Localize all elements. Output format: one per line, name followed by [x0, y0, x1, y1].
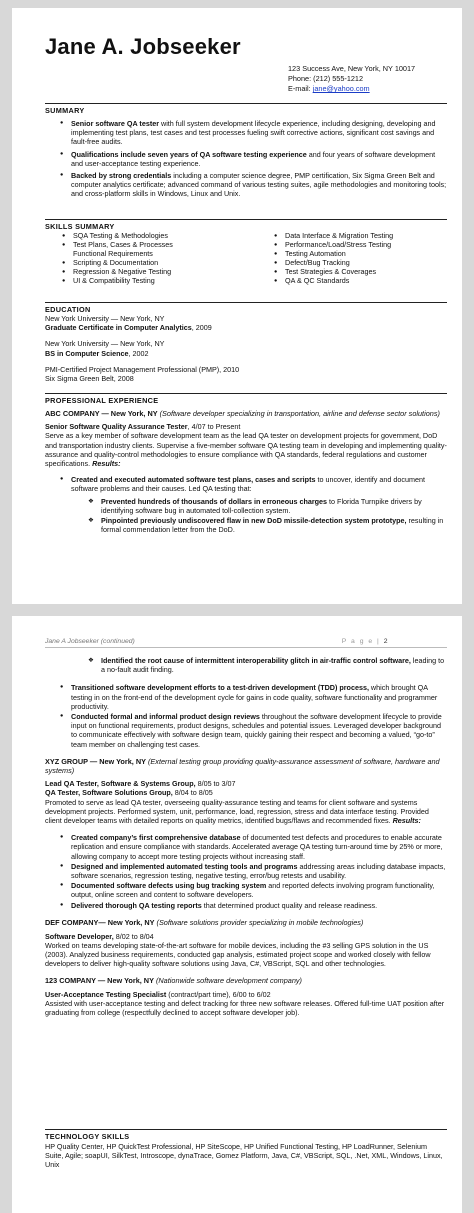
skill-item: ● Test Plans, Cases & Processes: [73, 241, 235, 250]
job-description: Assisted with user-acceptance testing and defect tracking for three new software releases. Offered full-time UAT position after graduating from college (respectfully declined to accept software developer job).: [45, 998, 445, 1018]
degree: BS in Computer Science, 2002: [45, 348, 149, 358]
achievement-item: ● Delivered thorough QA testing reports that determined product quality and release readiness.: [71, 901, 447, 910]
skills-section: [45, 219, 447, 285]
achievement-item: ● Transitioned software development efforts to a test-driven development (TDD) process, which brought QA testing in on the front-end of the development cycle for gains in code quality, software functionality and programmer productivity.: [71, 683, 447, 711]
education-heading: EDUCATION: [45, 305, 91, 314]
experience-heading: PROFESSIONAL EXPERIENCE: [45, 396, 159, 405]
company-xyz: XYZ GROUP — New York, NY (External testing group providing quality-assurance assessment of software, hardware and systems): [45, 756, 440, 776]
achievement-item: ● Created and executed automated software test plans, cases and scripts to uncover, identify and document software problems and their causes. Led QA testing that:: [71, 475, 447, 493]
skill-item: ● Data Interface & Migration Testing: [285, 232, 447, 241]
achievement-item: ● Conducted formal and informal product design reviews throughout the software development lifecycle to provide input on functional requirements, product designs, schedules and potential issues. Leveraged developer background to communicate effectively with software design team, quickly gaining their respect and becoming a valued, “go-to” team member on challenging test cases.: [71, 712, 447, 749]
sub-achievement-item: ❖ Prevented hundreds of thousands of dollars in erroneous charges to Florida Turnpike drivers by identifying software bug in automated toll-collection system.: [101, 497, 447, 515]
resume-page-1: [12, 8, 462, 604]
address: 123 Success Ave, New York, NY 10017: [288, 64, 416, 73]
school: New York University — New York, NY: [45, 339, 165, 349]
skill-item: Functional Requirements: [73, 248, 153, 258]
email-line: [288, 84, 415, 94]
sub-achievement-item: ❖ Identified the root cause of intermittent interoperability glitch in air-traffic control software, leading to a no-fault audit finding.: [101, 656, 447, 674]
tech-skills-heading: TECHNOLOGY SKILLS: [45, 1132, 130, 1141]
contact-block: [288, 64, 415, 95]
experience-section: [45, 393, 447, 535]
skill-item: ● SQA Testing & Methodologies: [73, 232, 235, 241]
skills-left-list: [45, 232, 235, 285]
job-description: Serve as a key member of software development team as the lead QA tester on development projects for government, DoD and transportation industry clients. Supervise a five-member software QA testing team in developing and implementing quality-assurance and quality-control methodologies to ensure compliance with QA standards, federal regulations and customer specifications. Results:: [45, 431, 447, 469]
certification: PMI-Certified Project Management Professional (PMP), 2010: [45, 364, 240, 374]
summary-item: ● Backed by strong credentials including a computer science degree, PMP certification, Six Sigma Green Belt and computer analytics certificate; advanced command of various testing suites, agile methodologies and monitoring tools; and cross-platform skills in Windows, Linux and Unix.: [71, 171, 447, 199]
achievement-item: ● Designed and implemented automated testing tools and programs addressing areas including database impacts, software scenarios, regression testing, negative testing, error/bug retests and usability.: [71, 862, 447, 880]
summary-heading: SUMMARY: [45, 106, 85, 115]
skills-heading: SKILLS SUMMARY: [45, 222, 115, 231]
summary-item: ● Senior software QA tester with full system development lifecycle experience, including designing, developing and implementing test plans, test cases and test processes fueling swift corrective actions, significant cost savings and fault-free audits.: [71, 119, 447, 147]
skill-item: ● Test Strategies & Coverages: [285, 268, 447, 277]
phone: Phone: (212) 555-1212: [288, 74, 364, 84]
job-title: Software Developer, 8/02 to 8/04: [45, 931, 154, 941]
tech-skills-list: HP Quality Center, HP QuickTest Professional, HP SiteScope, HP Unified Functional Testing, HP LoadRunner, Selenium Suite, Agile; soapUI, SilkTest, Introscope, dynaTrace, Gomez Platform, Java, C#, VBScript, SQL, .Net, XML, Windows, Linux, Unix: [45, 1142, 443, 1170]
experience-continued: [45, 656, 447, 1017]
school: New York University — New York, NY: [45, 314, 165, 323]
job-description: Promoted to serve as lead QA tester, overseeing quality-assurance testing and teams for client software and systems development projects. Performed system, unit, performance, load, regression, stress and data interface testing. Provided client developer teams with detailed reports on quality metrics, identified bugs/flaws and recommended fixes. Results:: [45, 797, 429, 826]
skill-item: ● UI & Compatibility Testing: [73, 277, 235, 286]
tech-skills-section: [45, 1129, 447, 1170]
job-title: Lead QA Tester, Software & Systems Group, 8/05 to 3/07: [45, 779, 236, 789]
resume-page-2: [12, 616, 462, 1213]
company-123: 123 COMPANY — New York, NY (Nationwide software development company): [45, 975, 302, 985]
job-description: Worked on teams developing state-of-the-art software for mobile devices, including the #3 selling GPS solution in the US (2003). Analyzed business requirements, conducted gap analysis, estimated project scope and worked closely with fellow developers to deliver high-quality software solutions using Java, C#, VBScript, SQL and other technologies.: [45, 941, 431, 969]
email-label: E-mail:: [288, 84, 313, 94]
achievement-item: ● Documented software defects using bug tracking system and reported defects involving program functionality, output, online screen and content to software developers.: [71, 881, 447, 899]
company-def: DEF COMPANY— New York, NY (Software solutions provider specializing in mobile technologies): [45, 917, 364, 927]
company-abc: ABC COMPANY — New York, NY (Software developer specializing in transportation, airline and defense sector solutions): [45, 409, 440, 418]
summary-item: ● Qualifications include seven years of QA software testing experience and four years of software development and user-acceptance testing experience.: [71, 150, 447, 168]
skill-item: ● Defect/Bug Tracking: [285, 259, 447, 268]
education-section: [45, 302, 447, 383]
skill-item: ● Scripting & Documentation: [73, 259, 235, 268]
degree: Graduate Certificate in Computer Analytics, 2009: [45, 323, 212, 333]
skill-item: ● Testing Automation: [285, 250, 447, 259]
page-number: P a g e | 2: [341, 638, 389, 645]
job-title: QA Tester, Software Solutions Group, 8/04 to 8/05: [45, 788, 213, 798]
sub-achievement-item: ❖ Pinpointed previously undiscovered flaw in new DoD missile-detection system prototype, resulting in formal commendation letter from the DoD.: [101, 516, 447, 534]
skill-item: ● QA & QC Standards: [285, 277, 447, 286]
header-name: Jane A Jobseeker (continued): [45, 638, 135, 645]
job-title: User-Acceptance Testing Specialist (contract/part time), 6/00 to 6/02: [45, 989, 271, 999]
summary-section: [45, 103, 447, 202]
email-link[interactable]: jane@yahoo.com: [312, 84, 370, 94]
job-title: Senior Software Quality Assurance Tester, 4/07 to Present: [45, 422, 241, 432]
candidate-name: Jane A. Jobseeker: [45, 34, 241, 59]
certification: Six Sigma Green Belt, 2008: [45, 374, 134, 384]
page-header: [45, 638, 447, 648]
achievement-item: ● Created company’s first comprehensive database of documented test defects and procedures to enable accurate replication and ensure compliance with standards. Accelerated average QA testing turn-around time by 25% or more, allowing company to accept more testing projects without increasing staff.: [71, 833, 447, 861]
skill-item: ● Regression & Negative Testing: [73, 268, 235, 277]
skills-right-list: [235, 232, 447, 285]
skill-item: ● Performance/Load/Stress Testing: [285, 241, 447, 250]
